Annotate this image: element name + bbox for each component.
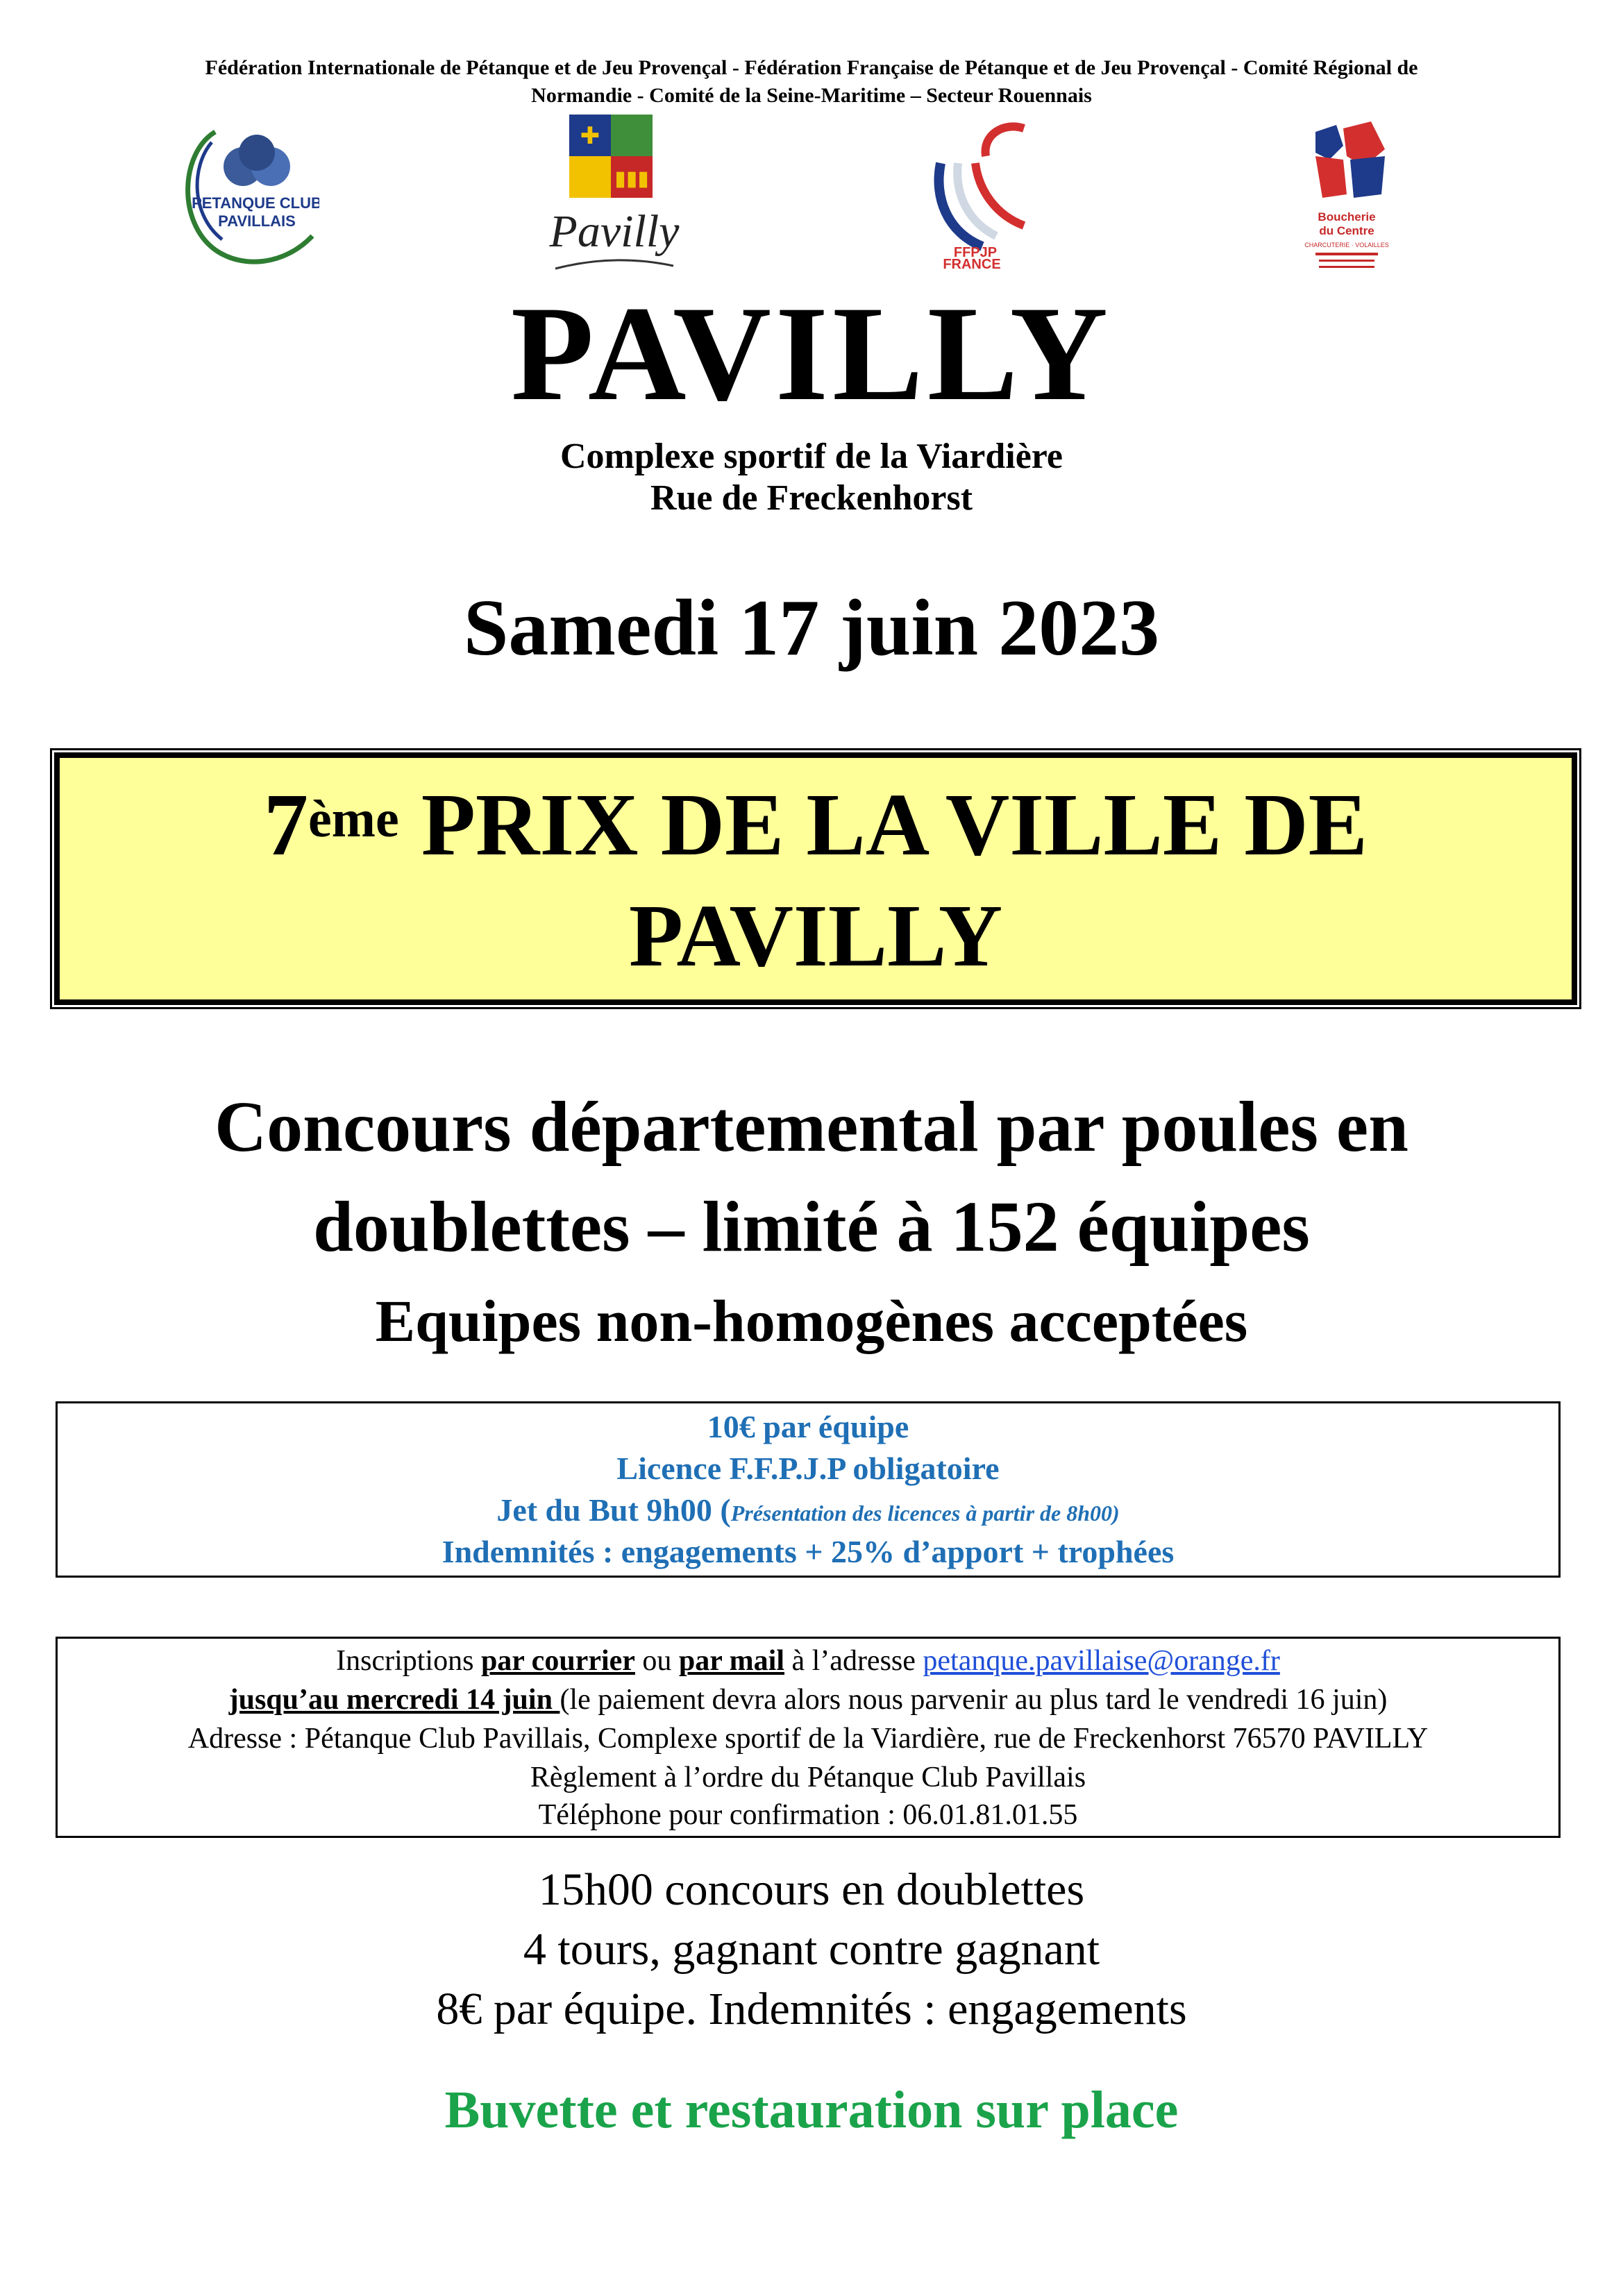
club-logo-text-2: PAVILLAIS <box>218 212 296 230</box>
venue-line-2: Rue de Freckenhorst <box>650 478 973 518</box>
evening-competition <box>0 1860 1623 2039</box>
info-jet-main: Jet du But 9h00 ( <box>496 1492 731 1528</box>
event-date: Samedi 17 juin 2023 <box>463 584 1160 673</box>
evening-line-2: 4 tours, gagnant contre gagnant <box>523 1924 1100 1975</box>
inscriptions-phone: Téléphone pour confirmation : 06.01.81.01.55 <box>538 1799 1078 1831</box>
competition-line-2: doublettes – limité à 152 équipes <box>313 1187 1310 1267</box>
federation-line-2: Normandie - Comité de la Seine-Maritime – Secteur Rouennais <box>531 84 1092 107</box>
inscriptions-line-1 <box>58 1641 1558 1680</box>
city-crest <box>528 108 701 274</box>
federation-line-1: Fédération Internationale de Pétanque et de Jeu Provençal - Fédération Française de Pétanque et de Jeu Provençal - Comité Régional de <box>205 56 1418 79</box>
email-link[interactable]: petanque.pavillaise@orange.fr <box>923 1645 1280 1677</box>
club-logo <box>174 111 319 271</box>
butcher-logo-text-3: CHARCUTERIE · VOLAILLES <box>1304 242 1389 248</box>
federation-header <box>42 54 1581 110</box>
prize-line-2: PAVILLY <box>628 886 1003 985</box>
insc-payment-deadline: (le paiement devra alors nous parvenir au plus tard le vendredi 16 juin) <box>560 1684 1388 1716</box>
inscriptions-box <box>56 1637 1561 1838</box>
city-crest-name: Pavilly <box>549 206 680 257</box>
evening-line-3: 8€ par équipe. Indemnités : engagements <box>436 1984 1187 2034</box>
competition-line-3: Equipes non-homogènes acceptées <box>375 1288 1248 1354</box>
venue <box>0 436 1623 519</box>
info-indemnities: Indemnités : engagements + 25% d’apport + trophées <box>442 1534 1175 1569</box>
crest-cross-icon: ✚ <box>580 122 600 150</box>
prize-line-1 <box>60 776 1572 873</box>
venue-line-1: Complexe sportif de la Viardière <box>560 437 1063 476</box>
insc-l1-c: ou <box>634 1645 679 1677</box>
insc-deadline: jusqu’au mercredi 14 juin <box>228 1684 560 1716</box>
competition-description <box>0 1077 1623 1277</box>
prize-line-1-text: PRIX DE LA VILLE DE <box>421 775 1368 874</box>
club-logo-text-1: PETANQUE CLUB <box>192 194 319 212</box>
inscriptions-payment: Règlement à l’ordre du Pétanque Club Pavillais <box>530 1762 1086 1793</box>
prize-edition-number: 7 <box>263 775 308 874</box>
crest-bar-icon: ▮▮▮ <box>614 167 649 191</box>
info-licence: Licence F.F.P.J.P obligatoire <box>616 1451 1000 1486</box>
info-jet <box>58 1489 1558 1534</box>
town-title: PAVILLY <box>510 278 1113 429</box>
inscriptions-address: Adresse : Pétanque Club Pavillais, Complexe sportif de la Viardière, rue de Freckenhorst 76570 PAVILLY <box>187 1723 1429 1755</box>
info-price: 10€ par équipe <box>707 1409 909 1444</box>
ffpjp-logo <box>920 115 1059 271</box>
butcher-logo-text-1: Boucherie <box>1318 210 1376 223</box>
insc-l1-e: à l’adresse <box>784 1645 923 1677</box>
butcher-logo-text-2: du Centre <box>1319 224 1374 237</box>
evening-line-1: 15h00 concours en doublettes <box>538 1864 1085 1915</box>
insc-by-mail-post: par courrier <box>480 1645 635 1677</box>
buvette-notice: Buvette et restauration sur place <box>444 2081 1179 2139</box>
butcher-logo <box>1288 118 1406 278</box>
prize-edition-suffix: ème <box>308 790 399 848</box>
info-box <box>56 1401 1561 1578</box>
info-jet-note: Présentation des licences à partir de 8h00) <box>730 1501 1120 1526</box>
inscriptions-line-2 <box>58 1680 1558 1719</box>
insc-by-email: par mail <box>678 1645 784 1677</box>
ffpjp-logo-text-1: FFPJP <box>953 245 998 260</box>
prize-banner <box>54 752 1577 1005</box>
competition-line-1: Concours départemental par poules en <box>215 1087 1408 1167</box>
ffpjp-logo-text-2: FRANCE <box>943 257 1001 271</box>
insc-l1-a: Inscriptions <box>336 1645 481 1677</box>
